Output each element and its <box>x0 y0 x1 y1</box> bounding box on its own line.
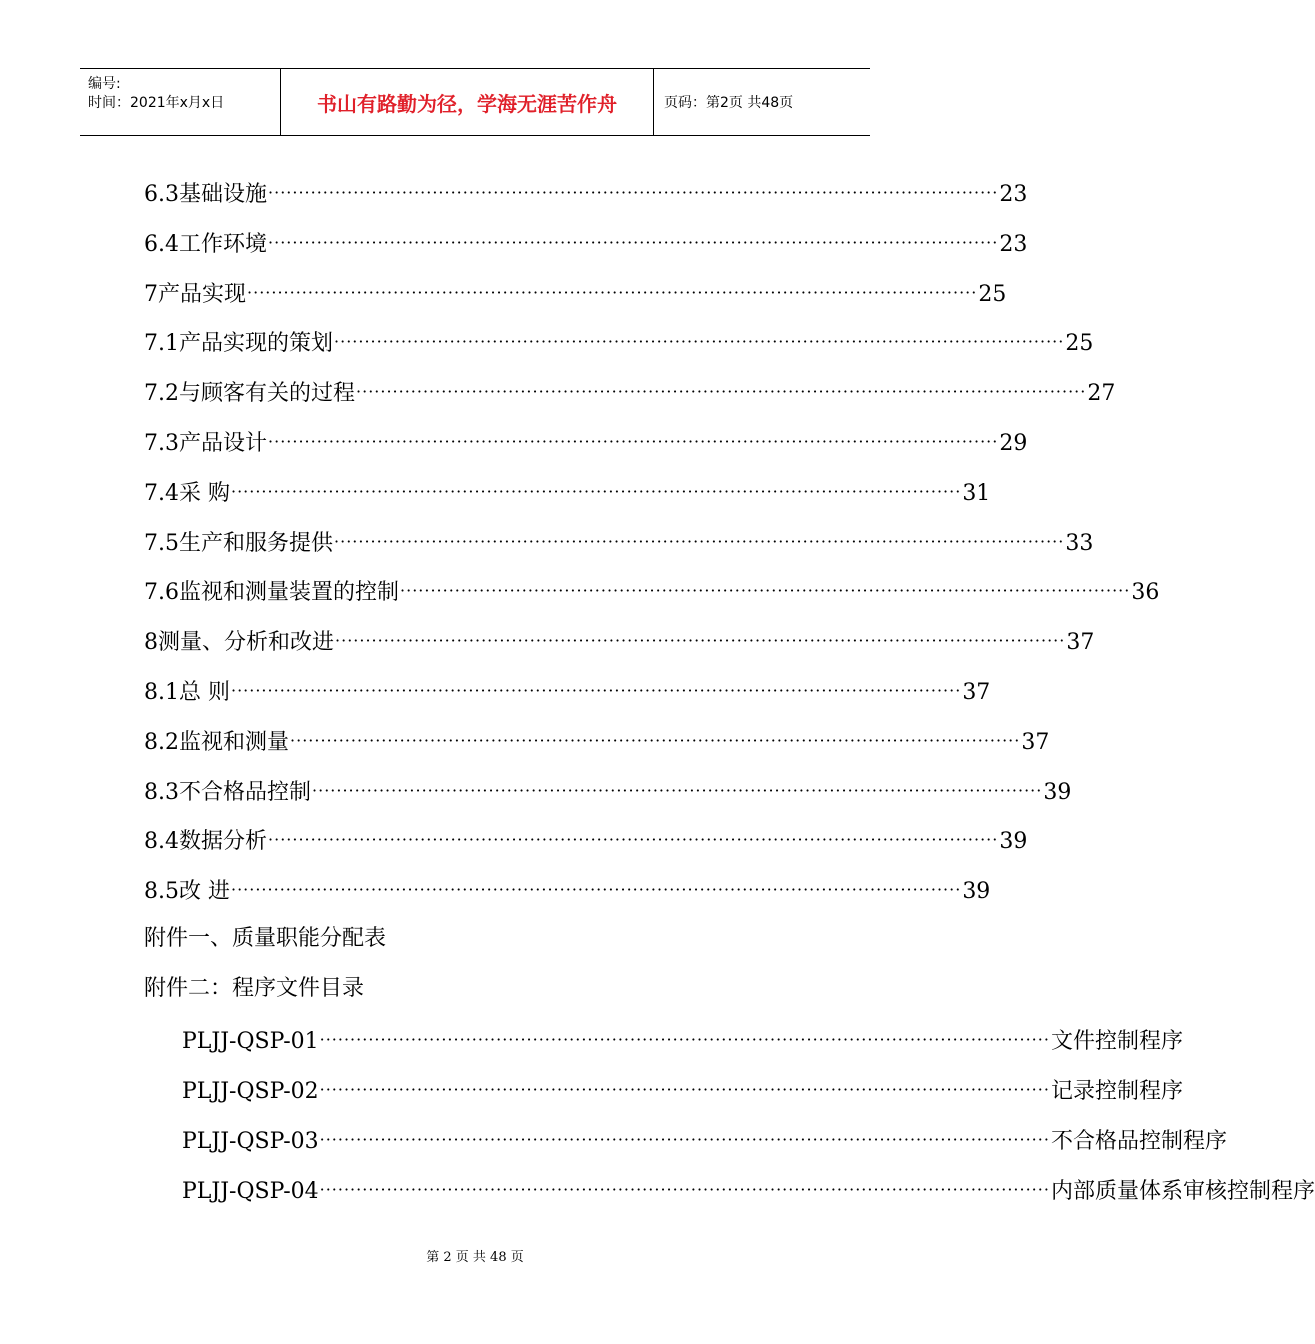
toc-entry[interactable] <box>144 574 1160 608</box>
toc-entry-title: 采 购 <box>179 480 230 506</box>
toc-entry-title: 不合格品控制 <box>179 779 312 805</box>
procedure-name: 内部质量体系审核控制程序 <box>1050 1179 1315 1204</box>
procedure-code: PLJJ-QSP-02 <box>182 1079 319 1104</box>
toc-entry-number: 8.3 <box>144 779 179 805</box>
toc-entry-number: 7.6 <box>144 580 179 606</box>
toc-entry-title: 数据分析 <box>179 829 268 855</box>
toc-leader-dots: ························································································································ <box>268 432 999 451</box>
toc-entry-title: 监视和测量装置的控制 <box>179 580 400 606</box>
toc-entry-page: 39 <box>1043 779 1072 805</box>
toc-leader-dots: ························································································································ <box>334 332 1065 352</box>
procedure-code: PLJJ-QSP-03 <box>182 1129 319 1154</box>
procedure-code: PLJJ-QSP-01 <box>182 1029 319 1054</box>
toc-entry-page: 36 <box>1131 580 1160 606</box>
toc-entry[interactable] <box>144 624 1095 658</box>
toc-leader-dots: ························································································································ <box>231 481 962 501</box>
toc-entry-title: 改 进 <box>179 879 230 905</box>
toc-entry-number: 8.4 <box>144 829 179 855</box>
toc-entry-page: 31 <box>962 480 991 506</box>
toc-entry-page: 37 <box>1021 729 1050 755</box>
toc-entry-page: 23 <box>999 231 1028 257</box>
toc-entry-title: 总 则 <box>179 680 230 705</box>
toc-entry-page: 33 <box>1065 530 1094 556</box>
toc-entry[interactable] <box>144 774 1072 808</box>
procedure-entry[interactable] <box>182 1173 1315 1207</box>
toc-entry-page: 27 <box>1087 381 1116 407</box>
toc-entry-number: 7.3 <box>144 431 179 456</box>
procedure-leader-dots: ························································································································ <box>319 1180 1050 1199</box>
toc-entry-number: 8.2 <box>144 729 179 755</box>
toc-entry-page: 29 <box>999 431 1028 456</box>
toc-entry-title: 测量、分析和改进 <box>158 630 335 656</box>
toc-leader-dots: ························································································································ <box>334 531 1065 551</box>
toc-entry[interactable] <box>144 724 1050 758</box>
procedure-name: 记录控制程序 <box>1050 1079 1183 1104</box>
header-meta <box>80 69 281 135</box>
toc-entry-page: 25 <box>1065 331 1094 357</box>
procedure-code: PLJJ-QSP-04 <box>182 1179 319 1204</box>
toc-entry[interactable] <box>144 226 1028 260</box>
page-header <box>80 68 870 136</box>
toc-entry[interactable] <box>144 475 991 509</box>
toc-entry-page: 39 <box>999 829 1028 855</box>
toc-entry[interactable] <box>144 873 991 907</box>
toc-leader-dots: ························································································································ <box>247 282 978 302</box>
toc-entry-title: 与顾客有关的过程 <box>179 381 356 407</box>
procedure-name: 不合格品控制程序 <box>1050 1129 1227 1154</box>
procedure-entry[interactable] <box>182 1073 1183 1107</box>
toc-entry-number: 8.5 <box>144 879 179 905</box>
toc-entry-number: 8 <box>144 630 158 656</box>
document-date: 时间：2021年x月x日 <box>88 95 225 111</box>
toc-entry-title: 监视和测量 <box>179 729 290 755</box>
toc-entry-number: 6.4 <box>144 231 179 257</box>
toc-leader-dots: ························································································································ <box>231 880 962 900</box>
procedure-name: 文件控制程序 <box>1050 1029 1183 1054</box>
toc-entry-page: 39 <box>962 879 991 905</box>
toc-entry[interactable] <box>144 325 1094 359</box>
toc-entry-page: 23 <box>999 182 1028 207</box>
toc-entry-number: 7.1 <box>144 331 179 357</box>
toc-entry[interactable] <box>144 176 1028 210</box>
procedure-entry[interactable] <box>182 1023 1183 1057</box>
toc-entry-page: 25 <box>978 281 1007 307</box>
toc-entry[interactable] <box>144 674 991 708</box>
toc-entry-title: 产品实现的策划 <box>179 331 334 357</box>
toc-leader-dots: ························································································································ <box>356 382 1087 402</box>
toc-entry[interactable] <box>144 276 1007 310</box>
toc-leader-dots: ························································································································ <box>335 631 1066 651</box>
header-page-number: 页码：第2页 共48页 <box>664 95 794 111</box>
toc-entry[interactable] <box>144 525 1094 559</box>
appendix-1: 附件一、质量职能分配表 <box>144 926 387 951</box>
page-footer: 第 2 页 共 48 页 <box>426 1250 524 1265</box>
procedure-leader-dots: ························································································································ <box>319 1080 1050 1099</box>
toc-entry-number: 7.4 <box>144 480 179 506</box>
toc-entry-number: 7.2 <box>144 381 179 407</box>
toc-leader-dots: ························································································································ <box>400 581 1131 601</box>
procedure-entry[interactable] <box>182 1123 1227 1157</box>
toc-entry-number: 6.3 <box>144 182 179 207</box>
toc-leader-dots: ························································································································ <box>268 830 999 850</box>
toc-leader-dots: ························································································································ <box>268 183 999 202</box>
toc-entry[interactable] <box>144 823 1028 857</box>
toc-entry-page: 37 <box>1066 630 1095 656</box>
toc-entry-number: 7.5 <box>144 530 179 556</box>
toc-entry[interactable] <box>144 425 1028 459</box>
toc-entry-number: 7 <box>144 281 158 307</box>
toc-entry-title: 生产和服务提供 <box>179 530 334 556</box>
toc-leader-dots: ························································································································ <box>312 780 1043 800</box>
toc-leader-dots: ························································································································ <box>290 730 1021 750</box>
toc-leader-dots: ························································································································ <box>268 232 999 252</box>
toc-leader-dots: ························································································································ <box>231 681 962 700</box>
toc-entry-page: 37 <box>962 680 991 705</box>
procedure-leader-dots: ························································································································ <box>319 1130 1050 1149</box>
toc-entry-title: 基础设施 <box>179 182 268 207</box>
procedure-leader-dots: ························································································································ <box>319 1030 1050 1049</box>
document-number-label: 编号: <box>88 76 121 92</box>
toc-entry-number: 8.1 <box>144 680 179 705</box>
toc-entry-title: 工作环境 <box>179 231 268 257</box>
toc-entry[interactable] <box>144 375 1116 409</box>
appendix-2: 附件二：程序文件目录 <box>144 976 365 1001</box>
header-motto: 书山有路勤为径，学海无涯苦作舟 <box>281 69 654 135</box>
toc-entry-title: 产品实现 <box>158 281 247 307</box>
toc-entry-title: 产品设计 <box>179 431 268 456</box>
